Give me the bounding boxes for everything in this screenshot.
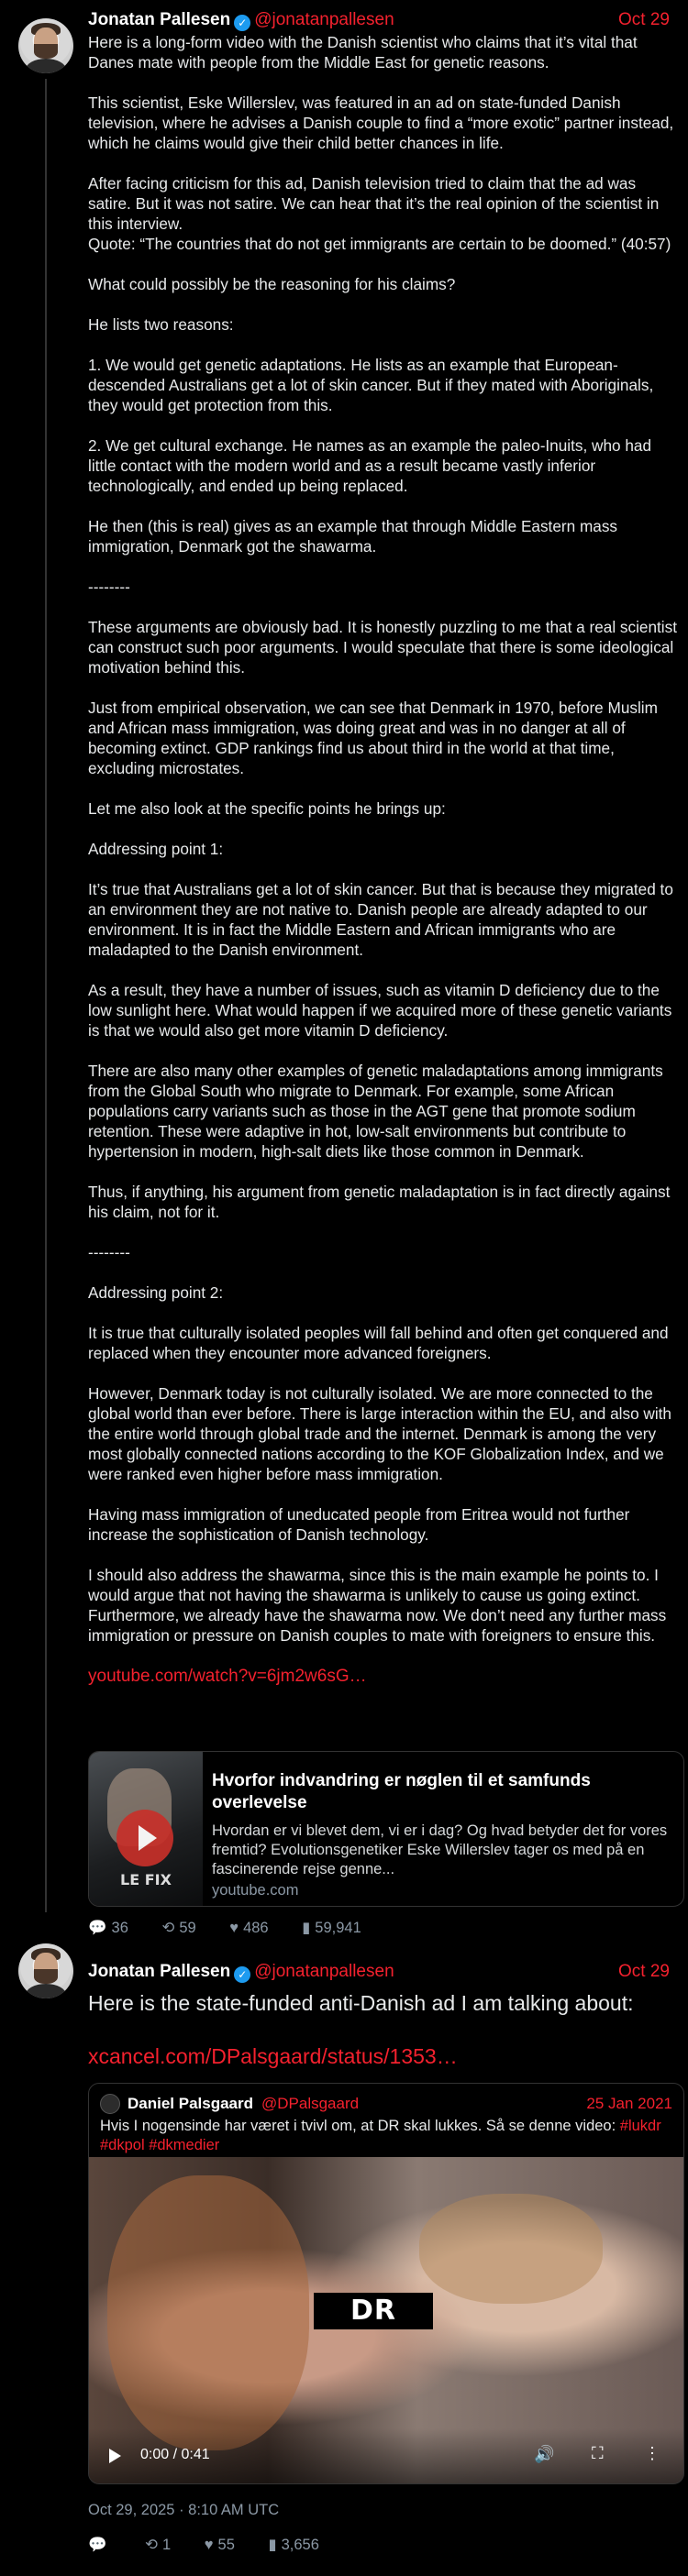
post-header — [88, 10, 670, 32]
reply-icon: 💬 — [88, 2537, 107, 2553]
author-handle[interactable]: @jonatanpallesen — [254, 1962, 394, 1981]
avatar[interactable] — [18, 1943, 73, 1998]
retweet-stat[interactable]: ⟲ 1 — [145, 2537, 172, 2553]
avatar[interactable] — [18, 18, 73, 73]
paragraph: After facing criticism for this ad, Danish television tried to claim that the ad was satire. But it was not satire. We can hear that it’s the real opinion of the scientist in this interview. Quote: “The countries that do not get immigrants are certain to be doomed.” (40:57) — [88, 174, 671, 253]
paragraph: However, Denmark today is not culturally isolated. We are more connected to the global world than ever before. There is large interaction within the EU, and also with the entire world through global trade and the internet. Denmark is among the very most globally connected nations according to the KOF Globalization Index, and we were ranked even higher before mass immigration. — [88, 1384, 676, 1483]
paragraph: He lists two reasons: — [88, 315, 234, 334]
paragraph: What could possibly be the reasoning for his claims? — [88, 275, 456, 293]
card-title[interactable]: Hvorfor indvandring er nøglen til et samfunds overlevelse — [212, 1771, 591, 1812]
post-body — [88, 32, 682, 1707]
card-description: Hvordan er vi blevet dem, vi er i dag? Og hvad betyder det for vores fremtid? Evolutionsgenetiker Eske Willerslev tager os med på en fascinerende rejse genne... — [212, 1822, 668, 1877]
post-header — [88, 1962, 670, 1984]
quote-link[interactable]: xcancel.com/DPalsgaard/status/1353… — [88, 2044, 458, 2068]
paragraph: Let me also look at the specific points he brings up: — [88, 799, 446, 818]
like-stat[interactable]: ♥ 55 — [204, 2537, 235, 2553]
link-preview-card[interactable] — [88, 1751, 684, 1907]
reply-icon: 💬 — [88, 1920, 107, 1936]
like-stat[interactable]: ♥ 486 — [229, 1920, 269, 1936]
fullscreen-icon[interactable]: ⛶ — [592, 2444, 604, 2462]
author-handle[interactable]: @jonatanpallesen — [254, 10, 394, 29]
video-time: 0:00 / 0:41 — [140, 2447, 210, 2462]
retweet-icon: ⟲ — [145, 2537, 158, 2553]
post-stats — [88, 2536, 349, 2554]
thumbnail-label: LE FIX — [120, 1871, 172, 1888]
retweet-stat[interactable]: ⟲ 59 — [161, 1920, 196, 1936]
volume-icon[interactable]: 🔊 — [534, 2445, 555, 2463]
quoted-author-name[interactable]: Daniel Palsgaard — [128, 2095, 254, 2112]
heart-icon: ♥ — [204, 2537, 214, 2553]
more-options-icon[interactable]: ⋮ — [644, 2444, 660, 2462]
reply-stat[interactable]: 💬 36 — [88, 1920, 128, 1936]
paragraph: Addressing point 1: — [88, 840, 224, 858]
paragraph: I should also address the shawarma, since this is the main example he points to. I would argue that not having the shawarma is unlikely to cause us going extinct. Furthermore, we already have the shawarma now. We don’t need any further mass immigration or pressure on Danish couples to mate with foreigners to ensure this. — [88, 1566, 671, 1645]
quoted-post[interactable] — [88, 2083, 684, 2484]
verified-icon: ✓ — [234, 1966, 250, 1983]
play-icon[interactable] — [117, 1810, 173, 1866]
video-player[interactable] — [89, 2157, 684, 2483]
reply-stat[interactable] — [88, 2537, 127, 2553]
quoted-avatar[interactable] — [100, 2094, 120, 2114]
paragraph: Just from empirical observation, we can see that Denmark in 1970, before Muslim and African mass immigration, was doing great and was in no danger at all of becoming extinct. GDP rankings find us about third in the world at that time, excluding microstates. — [88, 699, 662, 777]
paragraph: Thus, if anything, his argument from genetic maladaptation is in fact directly against his claim, not for it. — [88, 1183, 675, 1221]
separator: -------- — [88, 1243, 130, 1261]
views-icon: ▮ — [268, 2537, 277, 2553]
paragraph: He then (this is real) gives as an example that through Middle Eastern mass immigration, Denmark got the shawarma. — [88, 517, 622, 556]
thread-line — [45, 79, 47, 1912]
play-icon[interactable] — [109, 2449, 121, 2463]
paragraph: Addressing point 2: — [88, 1283, 224, 1302]
video-thumbnail[interactable] — [89, 1752, 203, 1906]
paragraph: There are also many other examples of genetic maladaptations among immigrants from the Global South who migrate to Denmark. For example, some African populations carry variants such as those in the AGT gene that promote sodium retention. These were adaptive in hot, low-salt environments but contribute to hypertension in modern, high-salt diets like those common in Denmark. — [88, 1062, 668, 1161]
paragraph: Here is a long-form video with the Danish scientist who claims that it’s vital that Danes mate with people from the Middle East for genetic reasons. — [88, 33, 642, 72]
paragraph: It’s true that Australians get a lot of skin cancer. But that is because they migrated to an environment they are not native to. Danish people are already adapted to our environment. It is in fact the Middle Eastern and African immigrants who are maladapted to the Danish environment. — [88, 880, 678, 959]
youtube-link[interactable]: youtube.com/watch?v=6jm2w6sG… — [88, 1667, 367, 1686]
author-name[interactable]: Jonatan Pallesen — [88, 1962, 231, 1981]
verified-icon: ✓ — [234, 15, 250, 31]
post-text: Here is the state-funded anti-Danish ad I am talking about: — [88, 1991, 634, 2015]
paragraph: It is true that culturally isolated peoples will fall behind and often get conquered and replaced when they encounter more advanced foreigners. — [88, 1324, 673, 1362]
views-stat: ▮ 3,656 — [268, 2537, 319, 2553]
paragraph: 1. We would get genetic adaptations. He lists as an example that European-descended Australians get a lot of skin cancer. But if they mated with Aboriginals, they would get protection from this. — [88, 356, 659, 414]
paragraph: As a result, they have a number of issues, such as vitamin D deficiency due to the low sunlight here. What would happen if we acquired more of these genetic variants is that we would also get more vitamin D deficiency. — [88, 981, 677, 1040]
quoted-text: Hvis I nogensinde har været i tvivl om, at DR skal lukkes. Så se denne video: #lukdr #dkpol #dkmedier — [100, 2118, 661, 2153]
paragraph: 2. We get cultural exchange. He names as an example the paleo-Inuits, who had little contact with the modern world and as a result became vastly inferior technologically, and ended up being replaced. — [88, 436, 656, 495]
card-domain: youtube.com — [212, 1882, 299, 1899]
quoted-date[interactable]: 25 Jan 2021 — [586, 2095, 672, 2112]
video-controls — [89, 2428, 684, 2483]
hashtags[interactable]: #lukdr #dkpol #dkmedier — [100, 2118, 661, 2153]
views-icon: ▮ — [302, 1920, 311, 1936]
paragraph: This scientist, Eske Willerslev, was featured in an ad on state-funded Danish television, where he advises a Danish couple to find a “more exotic” partner instead, which he claims would give their child better chances in life. — [88, 94, 678, 152]
retweet-icon: ⟲ — [161, 1920, 175, 1936]
dr-logo: DR — [314, 2293, 433, 2329]
views-stat: ▮ 59,941 — [302, 1920, 361, 1936]
post-date[interactable]: Oct 29 — [618, 1962, 670, 1981]
author-name[interactable]: Jonatan Pallesen — [88, 10, 231, 29]
paragraph: These arguments are obviously bad. It is honestly puzzling to me that a real scientist can construct such poor arguments. I would speculate that there is some ideological motivation behind this. — [88, 618, 682, 677]
separator: -------- — [88, 578, 130, 596]
heart-icon: ♥ — [229, 1920, 239, 1936]
paragraph: Having mass immigration of uneducated people from Eritrea would not further increase the sophistication of Danish technology. — [88, 1505, 635, 1544]
quoted-author-handle[interactable]: @DPalsgaard — [261, 2095, 360, 2112]
post-date[interactable]: Oct 29 — [618, 10, 670, 29]
post-stats — [88, 1919, 391, 1937]
post-timestamp[interactable]: Oct 29, 2025 · 8:10 AM UTC — [88, 2502, 280, 2518]
